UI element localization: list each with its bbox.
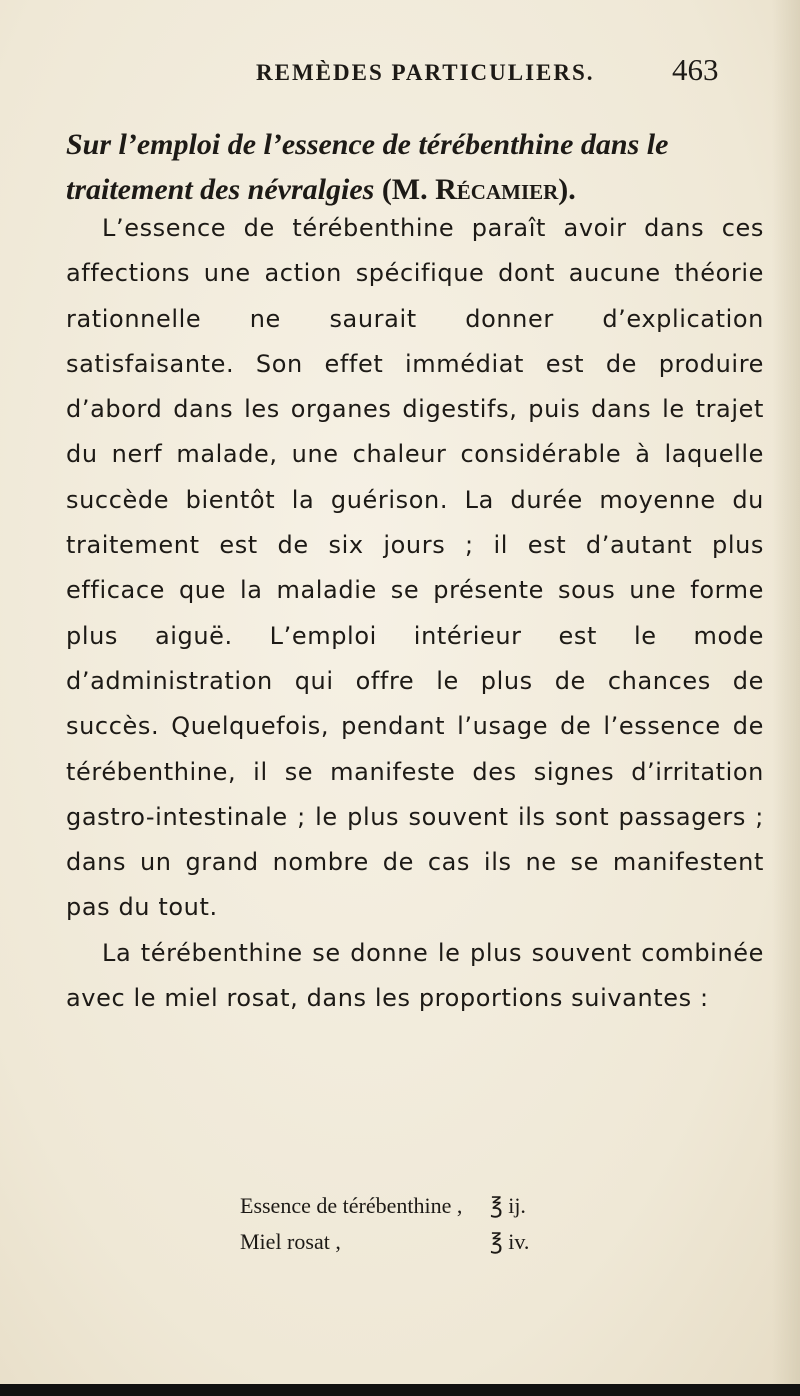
formula-row xyxy=(240,1188,529,1224)
article-body xyxy=(66,206,764,1021)
formula-ingredient: Miel rosat , xyxy=(240,1229,341,1254)
formula-quantity: ℥ iv. xyxy=(490,1229,530,1254)
running-title: REMÈDES PARTICULIERS. xyxy=(256,60,595,85)
formula-row xyxy=(240,1224,529,1260)
paragraph: La térébenthine se donne le plus souvent combinée avec le miel rosat, dans les proportions suivantes : xyxy=(66,938,764,1013)
paragraph: L’essence de térébenthine paraît avoir dans ces affections une action spécifique dont aucune théorie rationnelle ne saurait donner d’explication satisfaisante. Son effet immédiat est de produire d’abord dans les organes digestifs, puis dans le trajet du nerf malade, une chaleur considérable à laquelle succède bientôt la guérison. La durée moyenne du traitement est de six jours ; il est d’autant plus efficace que la maladie se présente sous une forme plus aiguë. L’emploi intérieur est le mode d’administration qui offre le plus de chances de succès. Quelquefois, pendant l’usage de l’essence de térébenthine, il se manifeste des signes d’irritation gastro-intestinale ; le plus souvent ils sont passagers ; dans un grand nombre de cas ils ne se manifestent pas du tout. xyxy=(66,214,764,922)
prescription-formula xyxy=(240,1188,529,1260)
article-title-text: Sur l’emploi de l’essence de térébenthine dans le traitement des névralgies xyxy=(66,128,669,206)
formula-ingredient: Essence de térébenthine , xyxy=(240,1193,463,1218)
bottom-scan-border xyxy=(0,1384,800,1396)
running-head xyxy=(0,52,800,92)
page-number: 463 xyxy=(672,52,719,87)
article-author: (M. Récamier). xyxy=(381,173,576,206)
page-edge-shadow xyxy=(772,0,800,1396)
article-title xyxy=(66,122,766,212)
formula-quantity: ℥ ij. xyxy=(490,1193,526,1218)
